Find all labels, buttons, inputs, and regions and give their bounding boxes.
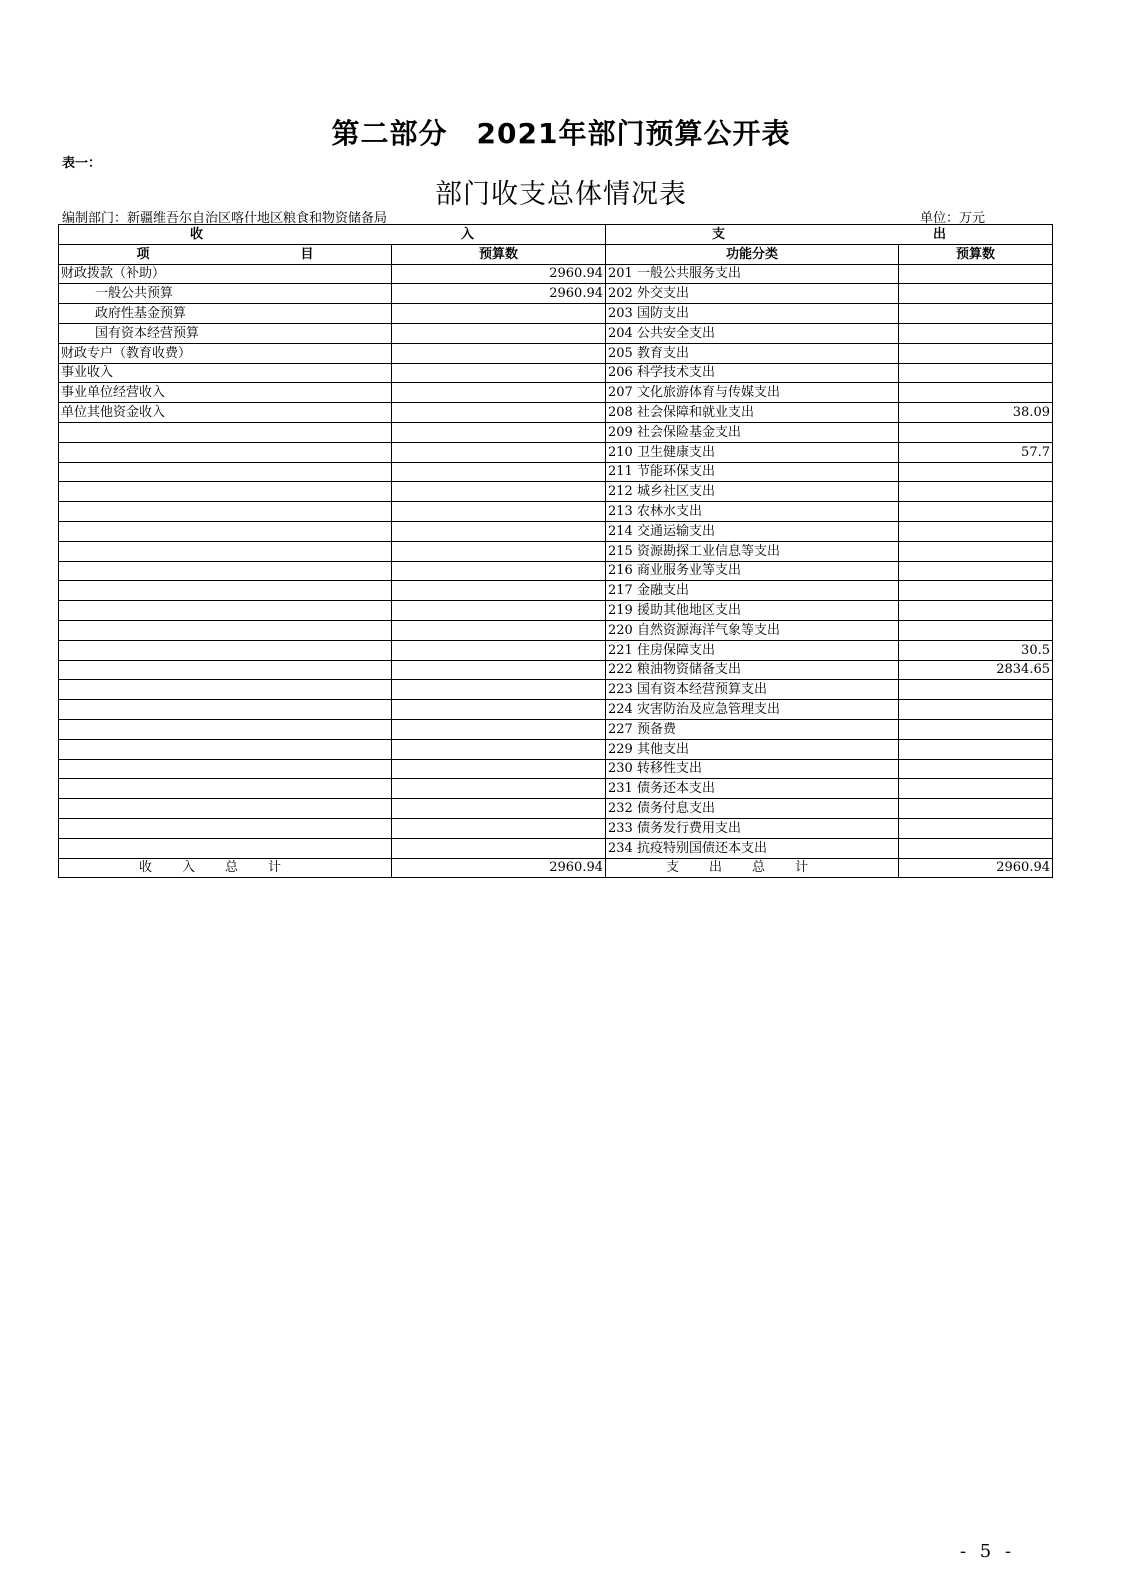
header-column-row [59, 244, 1053, 264]
expense-item: 221 住房保障支出 [606, 640, 899, 660]
expense-item: 231 债务还本支出 [606, 779, 899, 799]
expense-item: 217 金融支出 [606, 581, 899, 601]
page-title: 第二部分 2021年部门预算公开表 [331, 117, 791, 150]
table-row [59, 719, 1053, 739]
table-row [59, 601, 1053, 621]
table-row [59, 779, 1053, 799]
expense-item-header: 功能分类 [606, 244, 899, 264]
income-budget-value [392, 640, 606, 660]
income-group-char-1: 收 [189, 226, 203, 242]
expense-item: 227 预备费 [606, 719, 899, 739]
expense-group-header [606, 225, 1053, 245]
expense-item: 214 交通运输支出 [606, 521, 899, 541]
expense-budget-value [899, 462, 1053, 482]
income-budget-value [392, 383, 606, 403]
income-budget-value [392, 779, 606, 799]
income-budget-value [392, 482, 606, 502]
table-row [59, 581, 1053, 601]
income-budget-value [392, 581, 606, 601]
income-total-value: 2960.94 [392, 858, 606, 878]
income-group-header [59, 225, 606, 245]
income-budget-value [392, 462, 606, 482]
income-budget-value [392, 719, 606, 739]
expense-budget-value: 30.5 [899, 640, 1053, 660]
expense-item: 230 转移性支出 [606, 759, 899, 779]
income-item: 国有资本经营预算 [59, 323, 392, 343]
income-budget-value [392, 561, 606, 581]
expense-item: 224 灾害防治及应急管理支出 [606, 700, 899, 720]
expense-item: 201 一般公共服务支出 [606, 264, 899, 284]
income-item [59, 462, 392, 482]
income-item: 财政专户（教育收费） [59, 343, 392, 363]
expense-budget-value [899, 620, 1053, 640]
page-number: - 5 - [960, 1541, 1016, 1562]
income-budget-value [392, 442, 606, 462]
expense-budget-value [899, 601, 1053, 621]
table-row [59, 264, 1053, 284]
expense-group-char-2: 出 [932, 226, 946, 242]
expense-budget-value [899, 759, 1053, 779]
expense-budget-value [899, 521, 1053, 541]
expense-item: 234 抗疫特别国债还本支出 [606, 838, 899, 858]
income-budget-value [392, 660, 606, 680]
table-row [59, 343, 1053, 363]
table-row [59, 363, 1053, 383]
expense-item: 207 文化旅游体育与传媒支出 [606, 383, 899, 403]
expense-item: 205 教育支出 [606, 343, 899, 363]
income-budget-value [392, 323, 606, 343]
table-row [59, 323, 1053, 343]
expense-item: 232 债务付息支出 [606, 799, 899, 819]
table-row [59, 482, 1053, 502]
table-row [59, 383, 1053, 403]
table-row [59, 620, 1053, 640]
expense-budget-value [899, 700, 1053, 720]
income-item [59, 541, 392, 561]
income-item [59, 739, 392, 759]
income-item-char-1: 项 [136, 246, 150, 262]
expense-budget-value [899, 343, 1053, 363]
expense-budget-value [899, 284, 1053, 304]
table-row [59, 818, 1053, 838]
expense-budget-value [899, 680, 1053, 700]
expense-budget-value [899, 363, 1053, 383]
expense-budget-value [899, 304, 1053, 324]
income-budget-value [392, 304, 606, 324]
income-item [59, 838, 392, 858]
table-row [59, 403, 1053, 423]
table-row [59, 680, 1053, 700]
expense-budget-value [899, 739, 1053, 759]
income-budget-value [392, 700, 606, 720]
income-item-char-2: 目 [300, 246, 314, 262]
expense-item: 211 节能环保支出 [606, 462, 899, 482]
unit-label: 单位：万元 [920, 211, 986, 226]
table-row [59, 422, 1053, 442]
expense-item: 204 公共安全支出 [606, 323, 899, 343]
expense-item: 210 卫生健康支出 [606, 442, 899, 462]
income-item [59, 581, 392, 601]
income-budget-value [392, 739, 606, 759]
expense-item: 215 资源勘探工业信息等支出 [606, 541, 899, 561]
header-group-row [59, 225, 1053, 245]
expense-item: 203 国防支出 [606, 304, 899, 324]
table-row [59, 640, 1053, 660]
expense-budget-value [899, 838, 1053, 858]
expense-item: 222 粮油物资储备支出 [606, 660, 899, 680]
income-budget-value [392, 363, 606, 383]
income-item [59, 561, 392, 581]
expense-budget-value [899, 719, 1053, 739]
table-row [59, 838, 1053, 858]
income-budget-value [392, 818, 606, 838]
income-item: 事业单位经营收入 [59, 383, 392, 403]
income-item [59, 422, 392, 442]
income-budget-value [392, 403, 606, 423]
table-row [59, 284, 1053, 304]
table-row [59, 799, 1053, 819]
table-row [59, 561, 1053, 581]
income-budget-value [392, 759, 606, 779]
table-meta [62, 207, 1062, 226]
expense-budget-value [899, 561, 1053, 581]
income-budget-value [392, 541, 606, 561]
income-budget-header: 预算数 [392, 244, 606, 264]
expense-budget-value [899, 422, 1053, 442]
table-title: 部门收支总体情况表 [435, 179, 687, 210]
income-item [59, 601, 392, 621]
expense-budget-value [899, 383, 1053, 403]
income-item [59, 719, 392, 739]
income-item: 一般公共预算 [59, 284, 392, 304]
income-item: 财政拨款（补助） [59, 264, 392, 284]
income-budget-value [392, 799, 606, 819]
income-item: 事业收入 [59, 363, 392, 383]
totals-row [59, 858, 1053, 878]
income-item [59, 502, 392, 522]
expense-budget-value [899, 799, 1053, 819]
expense-budget-value [899, 264, 1053, 284]
expense-item: 206 科学技术支出 [606, 363, 899, 383]
income-item-header [59, 244, 392, 264]
table-row [59, 502, 1053, 522]
expense-budget-value: 2834.65 [899, 660, 1053, 680]
budget-table [58, 224, 1053, 878]
income-budget-value: 2960.94 [392, 284, 606, 304]
expense-item: 229 其他支出 [606, 739, 899, 759]
income-item [59, 680, 392, 700]
income-budget-value [392, 680, 606, 700]
income-item [59, 660, 392, 680]
income-budget-value [392, 620, 606, 640]
income-item [59, 818, 392, 838]
income-item [59, 759, 392, 779]
income-budget-value [392, 838, 606, 858]
table-row [59, 660, 1053, 680]
table-number: 表一： [62, 156, 102, 171]
income-item [59, 640, 392, 660]
income-budget-value: 2960.94 [392, 264, 606, 284]
expense-item: 209 社会保险基金支出 [606, 422, 899, 442]
table-row [59, 541, 1053, 561]
expense-budget-value [899, 818, 1053, 838]
income-item: 政府性基金预算 [59, 304, 392, 324]
income-budget-value [392, 343, 606, 363]
expense-total-label: 支出总计 [606, 858, 899, 878]
income-item [59, 521, 392, 541]
expense-group-char-1: 支 [711, 226, 725, 242]
table-row [59, 759, 1053, 779]
income-budget-value [392, 502, 606, 522]
expense-budget-value [899, 502, 1053, 522]
income-item [59, 799, 392, 819]
table-row [59, 700, 1053, 720]
income-budget-value [392, 521, 606, 541]
expense-total-value: 2960.94 [899, 858, 1053, 878]
income-item [59, 779, 392, 799]
expense-item: 216 商业服务业等支出 [606, 561, 899, 581]
expense-item: 223 国有资本经营预算支出 [606, 680, 899, 700]
income-item [59, 700, 392, 720]
expense-budget-value [899, 541, 1053, 561]
prepared-by: 编制部门：新疆维吾尔自治区喀什地区粮食和物资储备局 [62, 211, 388, 226]
income-total-label: 收入总计 [59, 858, 392, 878]
table-row [59, 304, 1053, 324]
income-item: 单位其他资金收入 [59, 403, 392, 423]
expense-item: 219 援助其他地区支出 [606, 601, 899, 621]
expense-item: 213 农林水支出 [606, 502, 899, 522]
expense-budget-value [899, 779, 1053, 799]
table-row [59, 739, 1053, 759]
expense-item: 220 自然资源海洋气象等支出 [606, 620, 899, 640]
expense-budget-value [899, 323, 1053, 343]
expense-item: 212 城乡社区支出 [606, 482, 899, 502]
income-budget-value [392, 422, 606, 442]
income-budget-value [392, 601, 606, 621]
expense-item: 208 社会保障和就业支出 [606, 403, 899, 423]
expense-budget-value [899, 581, 1053, 601]
expense-budget-header: 预算数 [899, 244, 1053, 264]
expense-budget-value [899, 482, 1053, 502]
expense-item: 202 外交支出 [606, 284, 899, 304]
expense-budget-value: 38.09 [899, 403, 1053, 423]
income-item [59, 442, 392, 462]
table-row [59, 442, 1053, 462]
income-item [59, 620, 392, 640]
income-item [59, 482, 392, 502]
table-row [59, 521, 1053, 541]
income-group-char-2: 入 [460, 226, 474, 242]
table-row [59, 462, 1053, 482]
expense-item: 233 债务发行费用支出 [606, 818, 899, 838]
expense-budget-value: 57.7 [899, 442, 1053, 462]
